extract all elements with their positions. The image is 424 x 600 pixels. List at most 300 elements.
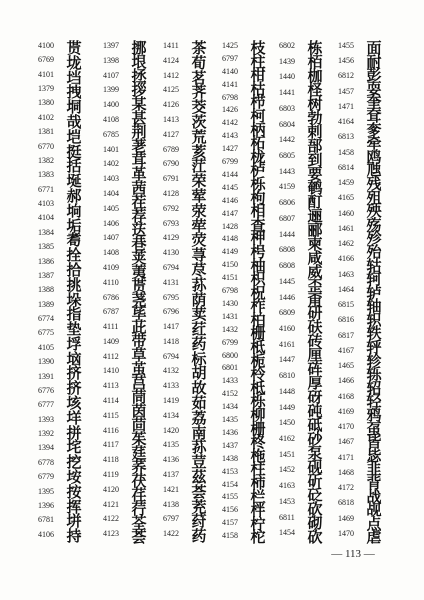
entry-character: 茵 [131, 402, 147, 421]
entry-character: 虺 [366, 161, 382, 180]
entry-character: 挥 [66, 497, 82, 516]
entry-number: 1453 [279, 496, 295, 506]
entry-number: 4165 [338, 193, 354, 203]
entry-character: 荙 [131, 220, 147, 239]
entry-character: 柿 [250, 474, 266, 493]
entry-number: 6800 [222, 350, 238, 360]
entry-character: 彭 [366, 66, 382, 85]
entry-number: 1381 [38, 127, 54, 137]
entry-number: 4142 [222, 118, 238, 128]
entry-character: 药 [191, 527, 207, 546]
entry-character: 荏 [131, 486, 147, 505]
entry-number: 4108 [103, 114, 119, 124]
entry-character: 荒 [191, 127, 207, 146]
entry-number: 1398 [103, 55, 119, 65]
entry-number: 1413 [163, 114, 179, 124]
entry-character: 革 [131, 164, 147, 183]
entry-character: 鸥 [366, 147, 382, 166]
entry-number: 1380 [38, 98, 54, 108]
entry-number: 1430 [222, 298, 238, 308]
entry-number: 4144 [222, 169, 238, 179]
entry-number: 4106 [38, 529, 54, 539]
entry-number: 1418 [163, 336, 179, 346]
entry-character: 鹌 [307, 178, 323, 197]
entry-character: 勃 [307, 108, 323, 127]
entry-character: 柞 [250, 297, 266, 316]
entry-number: 6797 [222, 53, 238, 63]
entry-character: 荪 [191, 275, 207, 294]
entry-character: 栉 [250, 93, 266, 112]
entry-number: 4135 [163, 440, 179, 450]
entry-number: 1438 [222, 453, 238, 463]
entry-number: 4120 [103, 484, 119, 494]
entry-number: 4156 [222, 505, 238, 515]
entry-character: 挤 [66, 364, 82, 383]
entry-character: 拴 [66, 246, 82, 265]
entry-character: 拾 [66, 260, 82, 279]
entry-number: 1469 [338, 513, 354, 523]
entry-character: 柠 [250, 514, 266, 533]
entry-number: 4123 [103, 529, 119, 539]
entry-character: 荭 [191, 320, 207, 339]
entry-number: 1402 [103, 159, 119, 169]
entry-number: 6781 [38, 515, 54, 525]
entry-number: 4118 [103, 455, 119, 465]
entry-number: 4168 [338, 391, 354, 401]
entry-character: 垫 [66, 320, 82, 339]
entry-character: 荧 [191, 231, 207, 250]
entry-character: 枵 [250, 242, 266, 261]
entry-character: 轳 [366, 283, 382, 302]
entry-number: 1456 [338, 56, 354, 66]
entry-number: 1427 [222, 144, 238, 154]
entry-character: 轹 [366, 365, 382, 384]
entry-character: 牵 [366, 134, 382, 153]
entry-character: 轵 [366, 310, 382, 329]
entry-number: 1470 [338, 528, 354, 538]
entry-character: 柢 [250, 378, 266, 397]
entry-character: 茭 [191, 98, 207, 117]
entry-number: 6802 [279, 41, 295, 50]
entry-character: 荖 [131, 136, 147, 155]
entry-number: 1399 [103, 85, 119, 95]
entry-number: 1468 [338, 467, 354, 477]
entry-number: 1385 [38, 242, 54, 252]
entry-number: 6787 [103, 307, 119, 317]
entry-number: 4158 [222, 531, 238, 541]
entry-number: 1391 [38, 371, 54, 381]
entry-number: 4110 [103, 277, 119, 287]
entry-number: 6803 [279, 103, 295, 113]
entry-character: 茯 [131, 472, 147, 491]
entry-character: 荟 [191, 482, 207, 501]
entry-number: 1406 [103, 218, 119, 228]
entry-character: 荥 [191, 201, 207, 220]
entry-number: 1379 [38, 84, 54, 94]
entry-number: 4163 [279, 481, 295, 491]
entry-character: 甭 [307, 290, 323, 309]
entry-number: 4113 [103, 381, 119, 391]
entry-number: 1448 [279, 386, 295, 396]
entry-character: 茜 [131, 178, 147, 197]
entry-number: 6791 [163, 174, 179, 184]
entry-number: 1460 [338, 208, 354, 218]
entry-number: 1394 [38, 443, 54, 453]
entry-number: 1425 [222, 41, 238, 50]
entry-number: 6805 [279, 151, 295, 161]
entry-number: 1454 [279, 528, 295, 538]
entry-number: 4149 [222, 247, 238, 257]
entry-number: 4164 [338, 117, 354, 127]
entry-number: 1445 [279, 276, 295, 286]
entry-character: 虿 [366, 419, 382, 438]
entry-character: 砌 [307, 514, 323, 533]
entry-character: 厚 [307, 374, 323, 393]
entry-number: 1431 [222, 311, 238, 321]
entry-number: 1465 [338, 361, 354, 371]
entry-number: 6815 [338, 300, 354, 310]
entry-number: 1449 [279, 402, 295, 412]
entry-character: 挪 [131, 39, 147, 57]
entry-number: 1408 [103, 248, 119, 258]
entry-number: 4153 [222, 466, 238, 476]
entry-character: 埏 [66, 172, 82, 191]
entry-number: 1395 [38, 486, 54, 496]
entry-character: 耍 [366, 79, 382, 98]
entry-character: 砂 [307, 430, 323, 449]
entry-character: 砚 [307, 458, 323, 477]
entry-character: 柂 [250, 446, 266, 465]
entry-number: 4130 [163, 248, 179, 258]
entry-number: 4114 [103, 396, 119, 406]
entry-character: 垧 [66, 201, 82, 220]
entry-character: 砑 [307, 388, 323, 407]
entry-character: 轻 [366, 392, 382, 411]
entry-number: 6790 [163, 159, 179, 169]
entry-number: 4127 [163, 129, 179, 139]
entry-number: 6817 [338, 330, 354, 340]
entry-character: 柬 [307, 234, 323, 253]
page-number: — 113 — [331, 548, 375, 560]
entry-number: 4155 [222, 492, 238, 502]
entry-number: 1451 [279, 449, 295, 459]
entry-character: 厘 [307, 346, 323, 365]
entry-character: 栅 [250, 419, 266, 438]
entry-character: 奓 [366, 120, 382, 139]
entry-character: 到 [307, 150, 323, 169]
entry-number: 6804 [279, 119, 295, 129]
entry-character: 枸 [250, 188, 266, 207]
entry-character: 轺 [366, 378, 382, 397]
entry-number: 1409 [103, 336, 119, 346]
entry-number: 1443 [279, 166, 295, 176]
entry-number: 1397 [103, 41, 119, 50]
entry-number: 1457 [338, 86, 354, 96]
entry-number: 4133 [163, 381, 179, 391]
entry-number: 4121 [103, 499, 119, 509]
entry-number: 1388 [38, 285, 54, 295]
entry-character: 荃 [131, 514, 147, 533]
entry-number: 4157 [222, 518, 238, 528]
entry-character: 枯 [250, 79, 266, 98]
entry-number: 4128 [163, 188, 179, 198]
entry-number: 1420 [163, 425, 179, 435]
entry-character: 鸦 [366, 406, 382, 425]
entry-number: 1393 [38, 414, 54, 424]
entry-character: 逦 [307, 206, 323, 225]
entry-character: 毖 [366, 446, 382, 465]
entry-character: 荀 [191, 53, 207, 72]
entry-character: 茶 [191, 39, 207, 57]
entry-character: 荮 [191, 512, 207, 531]
entry-character: 荫 [191, 290, 207, 309]
entry-number: 4160 [279, 323, 295, 333]
entry-character: 砘 [307, 402, 323, 421]
entry-character: 栋 [307, 39, 323, 57]
entry-character: 哉 [66, 112, 82, 131]
entry-character: 莒 [131, 374, 147, 393]
entry-number: 1461 [338, 223, 354, 233]
entry-character: 虐 [366, 528, 382, 547]
entry-character: 荔 [191, 408, 207, 427]
entry-character: 砗 [307, 360, 323, 379]
entry-number: 4145 [222, 182, 238, 192]
entry-character: 垟 [66, 408, 82, 427]
entry-character: 荑 [131, 262, 147, 281]
entry-character: 南 [191, 423, 207, 442]
entry-character: 荆 [131, 122, 147, 141]
entry-character: 歪 [307, 276, 323, 295]
entry-character: 垱 [66, 68, 82, 87]
entry-character: 轸 [366, 351, 382, 370]
entry-character: 栊 [250, 147, 266, 166]
entry-character: 耷 [366, 106, 382, 125]
entry-number: 4159 [279, 182, 295, 192]
entry-number: 1390 [38, 357, 54, 367]
entry-number: 1471 [338, 101, 354, 111]
entry-number: 4151 [222, 273, 238, 283]
entry-character: 轶 [366, 324, 382, 343]
entry-number: 4131 [163, 277, 179, 287]
entry-number: 1463 [338, 269, 354, 279]
entry-number: 6794 [163, 262, 179, 272]
entry-number: 1428 [222, 221, 238, 231]
entry-number: 4124 [163, 55, 179, 65]
entry-number: 4109 [103, 262, 119, 272]
entry-character: 点 [366, 514, 382, 533]
entry-character: 栏 [250, 487, 266, 506]
entry-character: 荄 [191, 142, 207, 161]
entry-character: 柃 [250, 365, 266, 384]
entry-number: 1392 [38, 429, 54, 439]
entry-character: 荞 [131, 458, 147, 477]
entry-character: 皆 [366, 433, 382, 452]
entry-number: 1467 [338, 437, 354, 447]
entry-number: 4138 [163, 499, 179, 509]
entry-number: 4122 [103, 514, 119, 524]
entry-number: 4105 [38, 342, 54, 352]
entry-number: 6810 [279, 371, 295, 381]
entry-number: 4125 [163, 85, 179, 95]
entry-character: 按 [66, 482, 82, 501]
entry-character: 面 [366, 39, 382, 57]
entry-character: 巷 [131, 234, 147, 253]
entry-character: 砍 [307, 528, 323, 547]
entry-number: 4162 [279, 433, 295, 443]
entry-character: 韭 [366, 460, 382, 479]
entry-number: 1462 [338, 239, 354, 249]
entry-number: 6816 [338, 315, 354, 325]
entry-number: 1440 [279, 72, 295, 82]
entry-character: 柯 [250, 106, 266, 125]
entry-number: 6777 [38, 400, 54, 410]
entry-character: 垠 [131, 52, 147, 71]
entry-character: 栌 [250, 161, 266, 180]
entry-number: 6786 [103, 292, 119, 302]
entry-character: 砥 [307, 416, 323, 435]
entry-number: 6771 [38, 184, 54, 194]
entry-number: 1404 [103, 188, 119, 198]
entry-character: 轱 [366, 256, 382, 275]
entry-number: 6792 [163, 203, 179, 213]
entry-character: 柈 [250, 501, 266, 520]
entry-number: 4140 [222, 66, 238, 76]
entry-character: 柢 [250, 338, 266, 357]
entry-character: 垵 [66, 468, 82, 487]
entry-number: 1417 [163, 322, 179, 332]
entry-number: 6779 [38, 472, 54, 482]
entry-number: 1387 [38, 270, 54, 280]
entry-number: 1432 [222, 324, 238, 334]
entry-number: 1442 [279, 135, 295, 145]
entry-character: 垲 [66, 127, 82, 146]
entry-number: 1407 [103, 233, 119, 243]
entry-number: 4119 [103, 470, 119, 480]
entry-number: 4143 [222, 131, 238, 141]
entry-number: 4169 [338, 406, 354, 416]
entry-character: 甚 [131, 108, 147, 127]
entry-character: 殆 [366, 242, 382, 261]
entry-character: 茸 [131, 150, 147, 169]
entry-number: 6808 [279, 245, 295, 255]
entry-character: 相 [250, 202, 266, 221]
entry-character: 挺 [66, 142, 82, 161]
entry-character: 柽 [307, 80, 323, 99]
entry-number: 1452 [279, 465, 295, 475]
entry-character: 茧 [131, 360, 147, 379]
entry-number: 1446 [279, 292, 295, 302]
entry-character: 柷 [250, 283, 266, 302]
entry-number: 4167 [338, 345, 354, 355]
entry-number: 1383 [38, 170, 54, 180]
entry-character: 贳 [131, 276, 147, 295]
entry-number: 6785 [103, 129, 119, 139]
entry-character: 柳 [250, 406, 266, 425]
entry-character: 栅 [250, 324, 266, 343]
entry-character: 荩 [191, 260, 207, 279]
entry-number: 1384 [38, 227, 54, 237]
entry-character: 茹 [191, 394, 207, 413]
entry-number: 6778 [38, 457, 54, 467]
entry-number: 1444 [279, 229, 295, 239]
entry-character: 柏 [250, 310, 266, 329]
entry-character: 荛 [131, 290, 147, 309]
entry-character: 砍 [307, 500, 323, 519]
entry-number: 4132 [163, 366, 179, 376]
entry-number: 6775 [38, 328, 54, 338]
entry-character: 拼 [66, 423, 82, 442]
entry-character: 茈 [131, 318, 147, 337]
entry-character: 耈 [66, 231, 82, 250]
entry-character: 垓 [66, 394, 82, 413]
entry-number: 6776 [38, 385, 54, 395]
entry-character: 柚 [250, 256, 266, 275]
entry-number: 4104 [38, 213, 54, 223]
entry-number: 1458 [338, 147, 354, 157]
entry-number: 6813 [338, 132, 354, 142]
entry-character: 荜 [131, 304, 147, 323]
entry-number: 1426 [222, 105, 238, 115]
entry-number: 4102 [38, 112, 54, 122]
entry-character: 荨 [191, 246, 207, 265]
entry-character: 枳 [250, 270, 266, 289]
entry-character: 砆 [307, 318, 323, 337]
entry-character: 茲 [191, 468, 207, 487]
entry-number: 1459 [338, 178, 354, 188]
entry-character: 垪 [66, 512, 82, 531]
entry-character: 柁 [250, 528, 266, 547]
entry-character: 柄 [250, 120, 266, 139]
entry-character: 茼 [131, 388, 147, 407]
entry-number: 1421 [163, 484, 179, 494]
entry-character: 咸 [307, 248, 323, 267]
entry-number: 1434 [222, 402, 238, 412]
entry-character: 荠 [191, 83, 207, 102]
entry-number: 4172 [338, 483, 354, 493]
entry-character: 柱 [250, 52, 266, 71]
entry-character: 斫 [307, 472, 323, 491]
entry-character: 茱 [131, 430, 147, 449]
entry-character: 要 [307, 164, 323, 183]
entry-character: 砭 [307, 486, 323, 505]
entry-character: 垢 [66, 216, 82, 235]
entry-character: 某 [131, 94, 147, 113]
entry-number: 1436 [222, 427, 238, 437]
entry-character: 故 [191, 379, 207, 398]
entry-number: 6806 [279, 198, 295, 208]
entry-character: 郝 [66, 186, 82, 205]
entry-character: 轷 [366, 338, 382, 357]
entry-character: 栎 [250, 392, 266, 411]
entry-number: 6809 [279, 308, 295, 318]
entry-number: 6799 [222, 337, 238, 347]
entry-number: 4166 [338, 254, 354, 264]
entry-number: 1405 [103, 203, 119, 213]
entry-number: 1455 [338, 41, 354, 50]
entry-character: 茳 [191, 157, 207, 176]
entry-character: 研 [307, 304, 323, 323]
entry-character: 柑 [250, 66, 266, 85]
entry-character: 柱 [250, 460, 266, 479]
entry-character: 茗 [191, 68, 207, 87]
entry-character: 荇 [131, 500, 147, 519]
entry-number: 6818 [338, 498, 354, 508]
entry-number: 6798 [222, 92, 238, 102]
entry-character: 威 [307, 262, 323, 281]
entry-character: 拽 [66, 83, 82, 102]
entry-character: 荳 [191, 453, 207, 472]
entry-character: 查 [250, 215, 266, 234]
